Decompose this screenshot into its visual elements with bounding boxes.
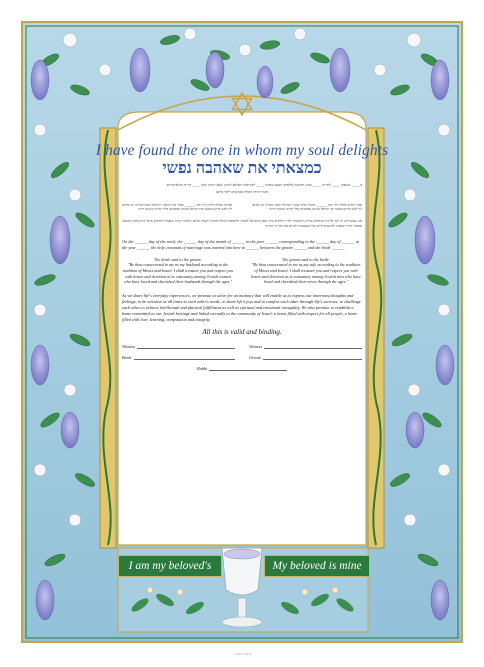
banner-left: I am my beloved's xyxy=(118,555,222,577)
closing-paragraph: As we share life's everyday experiences, we promise to strive for an intimacy that will enable us to express our innermost thoughts and feelings; to be sensitive at all times to each other's needs; to share life's joys and to comfort each other through life's sorrows; to challenge each other to achieve intellectual and physical fulfillment as well as spiritual and emotional tranquility. We also promise to establish a home committed to our Jewish heritage and linked eternally to the community of Israel; a home filled with respect for all people, a home filled with love, learning, compassion and integrity. xyxy=(122,292,361,322)
signature-row-witnesses xyxy=(122,344,362,349)
bride-vow-heading: The bride said to the groom: xyxy=(154,256,202,262)
title-english: I have found the one in whom my soul delights xyxy=(95,142,389,159)
groom-vow xyxy=(250,257,362,285)
valid-statement: All this is valid and binding. xyxy=(202,327,282,336)
hebrew-groom-column: אמר החתן לכלה הרי את ______ אשתי כדת משה וישראל ומאז שמייני וכן אדאג לך ולבני ביתנו כאשר בן ישראל עושה ובאמונה אלך איתך בשנות חיינו xyxy=(252,202,362,212)
bride-vow-text: "Be thou consecrated to me as my husband according to the tradition of Moses and Israel. I shall treasure you and respect you with honor and devotion as is customary among Jewish women who have loved and cherished their husbands through the ages." xyxy=(122,262,234,285)
signature-row-couple xyxy=(122,355,362,360)
title-hebrew: כמצאתי את שאהבה נפשי xyxy=(162,160,322,177)
artist-credit: © Artist 2016 xyxy=(232,652,252,656)
witness-2-signature: Witness xyxy=(249,344,362,349)
groom-vow-heading: The groom said to the bride: xyxy=(282,256,330,262)
hebrew-header: ב ____ בשבת ____ לחדש ____ שנת חמשת אלפים ושבע מאות ____ לבריאת העולם למנין שאנו מונין כאן ____ ברית המאושרים xyxy=(166,182,362,187)
hebrew-bride-column: אמרה הכלה לחתן הרי את ______ בעלי כדת משה וישראל ומאז שמייני וכן אדאג לך ולבני ביתנו כאשר בת ישראל עושה ובאמונה אלך איתך בשנות חיינו xyxy=(122,202,232,212)
hebrew-subline: אשר החתן והכלה מבקשים ליסד ביתם xyxy=(216,189,268,194)
witness-1-signature: Witness xyxy=(122,344,235,349)
groom-vow-text: "Be thou consecrated to me as my wife according to the tradition of Moses and Israel. I shall treasure you and respect you with honor and devotion as is customary among Jewish men who have loved and cherished their wives through the ages." xyxy=(251,262,361,285)
banner-right: My beloved is mine xyxy=(264,555,370,577)
ketubah-text xyxy=(122,183,362,538)
signature-row-rabbi xyxy=(122,366,362,371)
bride-vow xyxy=(122,257,234,285)
vows xyxy=(122,257,362,285)
hebrew-block: אנו מבטיחים זה לזה להיות שותפים בחיינו ולשמוח יחדיו ולהקים בית נאמן בישראל לכבוד ולתפארת מלא אהבה ורעות שלום ושלווה תורה ומצוות ולהקים ביחד בית פתוח בהבנה ובכבוד הדדי ובאמון ולהגשים חיים של משמעות ולקיים את דבר ה׳ בחיינו xyxy=(122,219,362,228)
rabbi-signature: Rabbi xyxy=(197,366,287,371)
english-date-paragraph: On the ______ day of the week, the ______ day of the month of ______ in the year ______ corresponding to the ______ day of ______ in the year ______ the holy covenant of marriage was entered into here in ______ between the groom ______ and the bride ______ xyxy=(122,238,359,250)
bride-signature: Bride xyxy=(122,355,235,360)
groom-signature: Groom xyxy=(249,355,362,360)
